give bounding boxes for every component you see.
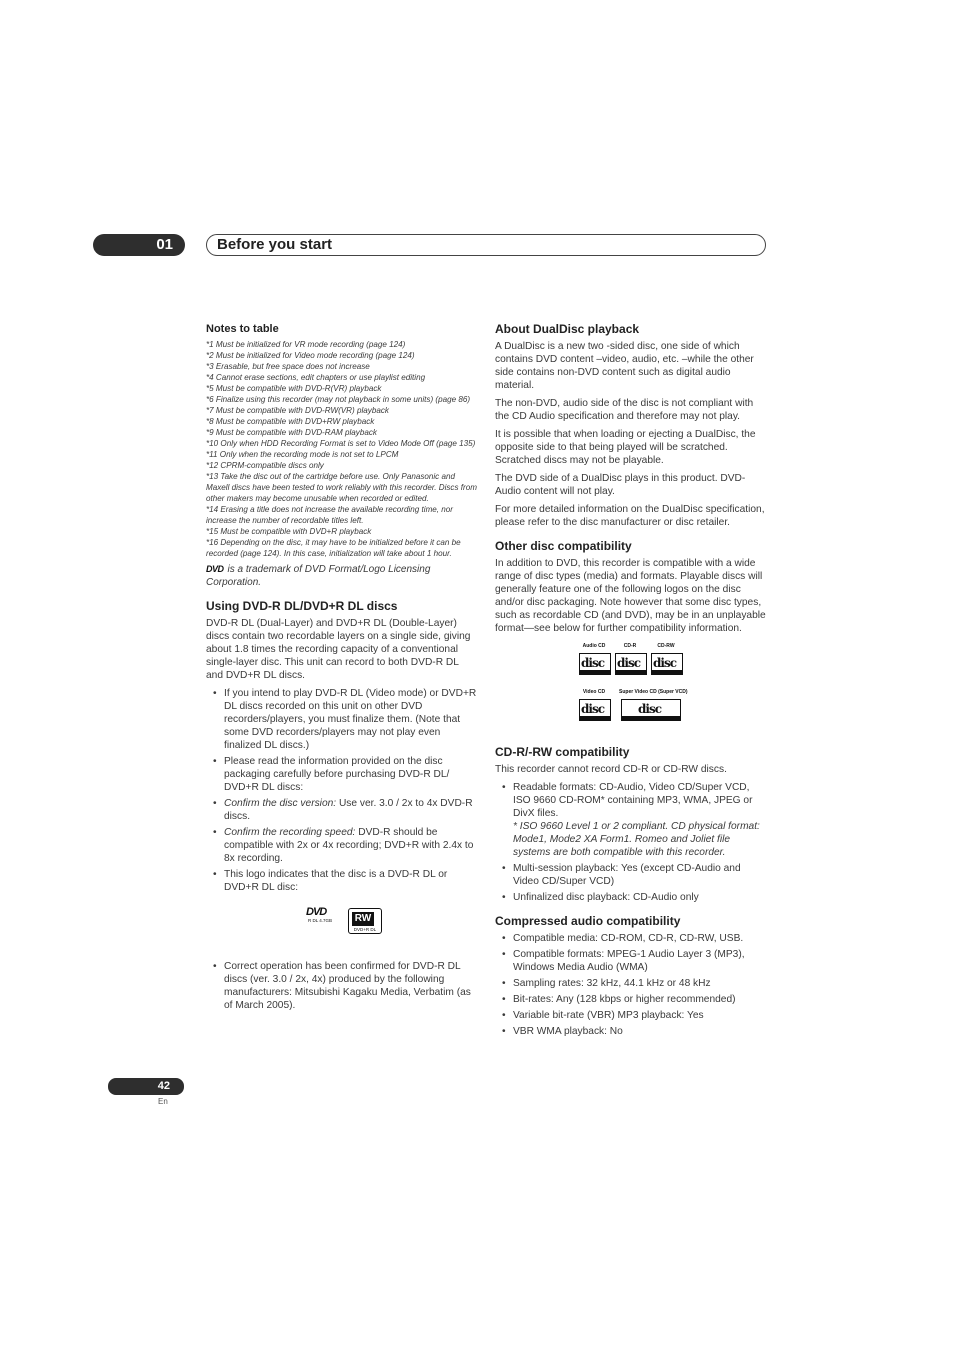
note-item: *1 Must be initialized for VR mode recording (page 124): [206, 340, 406, 349]
dualdisc-p2: The non-DVD, audio side of the disc is not compliant with the CD Audio specification and therefore may not play.: [495, 398, 754, 422]
dl-logos: [206, 906, 478, 946]
dl-intro: DVD-R DL (Dual-Layer) and DVD+R DL (Double-Layer) discs contain two recordable layers on a single side, giving about 1.8 times the recording capacity of a conventional single-layer disc. This unit can record to both DVD-R DL and DVD+R DL discs.: [206, 618, 471, 681]
dvd-logo-icon: DVD: [206, 564, 224, 574]
trademark-text: is a trademark of DVD Format/Logo Licensing Corporation.: [206, 564, 431, 588]
list-item: • Correct operation has been confirmed for DVD-R DL discs (ver. 3.0 / 2x, 4x) produced by the following manufacturers: Mitsubishi Kagaku Media, Verbatim (as of March 2005).: [224, 960, 478, 1012]
item-text: Readable formats: CD-Audio, Video CD/Super VCD, ISO 9660 CD-ROM* containing MP3, WMA, JPEG or DivX files.: [513, 782, 753, 819]
dvd-logo-subtext: R DL 4.7GB: [307, 918, 333, 923]
list-item: • Please read the information provided on the disc packaging carefully before purchasing DVD-R DL/ DVD+R DL discs:: [224, 755, 478, 794]
dualdisc-p5: For more detailed information on the DualDisc specification, please refer to the disc manufacturer or disc retailer.: [495, 504, 765, 528]
audio-cd-logo: [579, 643, 609, 675]
cd-r-logo: [615, 643, 645, 675]
list-item: • Compatible media: CD-ROM, CD-R, CD-RW, USB.: [513, 932, 767, 945]
list-item: • Unfinalized disc playback: CD-Audio only: [513, 891, 767, 904]
compressed-list: [495, 932, 767, 1038]
note-item: *13 Take the disc out of the cartridge before use. Only Panasonic and Maxell discs have been tested to work reliably with this recorder. Discs from other makers may become unusable when recorded or edited.: [206, 472, 477, 503]
note-item: *15 Must be compatible with DVD+R playback: [206, 527, 372, 536]
note-item: *3 Erasable, but free space does not increase: [206, 362, 370, 371]
cd-rw-logo: [651, 643, 681, 675]
rw-logo-icon: [348, 908, 382, 934]
note-item: *8 Must be compatible with DVD+RW playback: [206, 417, 375, 426]
other-p1: In addition to DVD, this recorder is compatible with a wide range of disc types (media) and formats. Playable discs will generally feature one of the following logos on the disc and/or disc packaging. Note however that some disc types, such as recordable CD (and DVD), may be in an unplayable format—see below for further compatibility information.: [495, 558, 766, 634]
dl-list: [206, 687, 478, 894]
note-item: *5 Must be compatible with DVD-R(VR) playback: [206, 384, 382, 393]
left-column: [206, 322, 478, 1016]
chapter-header: [206, 234, 766, 256]
compact-disc-icon: disc: [615, 653, 647, 675]
list-item: • Bit-rates: Any (128 kbps or higher recommended): [513, 993, 767, 1006]
note-item: *2 Must be initialized for Video mode recording (page 124): [206, 351, 415, 360]
disc-label: Super Video CD (Super VCD): [619, 689, 688, 695]
cdr-list: [495, 781, 767, 904]
compact-disc-icon: disc: [579, 653, 611, 675]
notes-list: [206, 339, 478, 559]
list-item: [513, 781, 767, 859]
note-item: *14 Erasing a title does not increase the available recording time, nor increase the number of recordable titles left.: [206, 505, 454, 525]
notes-heading: Notes to table: [206, 323, 279, 335]
note-item: *7 Must be compatible with DVD-RW(VR) playback: [206, 406, 389, 415]
list-item: • This logo indicates that the disc is a DVD-R DL or DVD+R DL disc:: [224, 868, 478, 894]
note-item: *12 CPRM-compatible discs only: [206, 461, 324, 470]
dualdisc-p3: It is possible that when loading or ejecting a DualDisc, the opposite side to that being played will be scratched. Scratched discs may not be playable.: [495, 429, 756, 466]
dualdisc-heading: About DualDisc playback: [495, 322, 640, 336]
cdr-p1: This recorder cannot record CD-R or CD-RW discs.: [495, 764, 727, 775]
page-number: 42: [108, 1078, 184, 1095]
right-column: [495, 322, 767, 1042]
note-item: *10 Only when HDD Recording Format is set to Video Mode Off (page 135): [206, 439, 476, 448]
compressed-heading: Compressed audio compatibility: [495, 914, 681, 928]
rw-logo-text: RW: [352, 912, 374, 926]
disc-label: CD-R: [623, 643, 637, 649]
compact-disc-icon: disc: [651, 653, 683, 675]
list-item: • Variable bit-rate (VBR) MP3 playback: Yes: [513, 1009, 767, 1022]
dl-heading: Using DVD-R DL/DVD+R DL discs: [206, 599, 398, 613]
list-item: • VBR WMA playback: No: [513, 1025, 767, 1038]
rw-logo-subtext: DVD+R DL: [353, 927, 377, 932]
list-item: • Compatible formats: MPEG-1 Audio Layer 3 (MP3), Windows Media Audio (WMA): [513, 948, 767, 974]
disc-label: Video CD: [582, 689, 606, 695]
list-item: • If you intend to play DVD-R DL (Video mode) or DVD+R DL discs recorded on this unit on other DVD recorders/players, you must finalize them. (Note that some DVD recorders/players may not play even finalized DL discs.): [224, 687, 478, 752]
trademark-note: [206, 563, 478, 589]
item-text: DVD-R should be compatible with 2x or 4x recording; DVD+R with 2.4x to 8x recording.: [224, 827, 474, 864]
cdr-heading: CD-R/-RW compatibility: [495, 745, 630, 759]
em-text: Confirm the recording speed:: [224, 827, 356, 838]
list-item: [224, 826, 478, 865]
compact-disc-icon: disc: [579, 699, 611, 721]
dualdisc-p1: A DualDisc is a new two -sided disc, one side of which contains DVD content –video, audio, etc. –while the other side contains non-DVD content such as digital audio material.: [495, 341, 754, 391]
item-text: Use ver. 3.0 / 2x to 4x DVD-R discs.: [224, 798, 473, 822]
disc-logo-grid: [495, 643, 767, 735]
page-language: En: [158, 1097, 168, 1106]
note-item: *9 Must be compatible with DVD-RAM playback: [206, 428, 377, 437]
list-item: • Sampling rates: 32 kHz, 44.1 kHz or 48 kHz: [513, 977, 767, 990]
list-item: • Multi-session playback: Yes (except CD-Audio and Video CD/Super VCD): [513, 862, 767, 888]
em-text: Confirm the disc version:: [224, 798, 337, 809]
item-note: * ISO 9660 Level 1 or 2 compliant. CD physical format: Mode1, Mode2 XA Form1. Romeo and Joliet file systems are both compatible with this recorder.: [513, 821, 760, 858]
video-cd-logo: [579, 689, 609, 721]
compact-disc-icon: disc: [621, 699, 681, 721]
dualdisc-p4: The DVD side of a DualDisc plays in this product. DVD-Audio content will not play.: [495, 473, 746, 497]
note-item: *16 Depending on the disc, it may have to be initialized before it can be recorded (page 124). In this case, initialization will take about 1 hour.: [206, 538, 461, 558]
super-vcd-logo: [619, 689, 688, 721]
note-item: *4 Cannot erase sections, edit chapters or use playlist editing: [206, 373, 426, 382]
dvd-r-dl-logo-icon: [306, 906, 334, 936]
dl-list-2: [206, 960, 478, 1012]
note-item: *6 Finalize using this recorder (may not playback in some units) (page 86): [206, 395, 471, 404]
disc-label: Audio CD: [582, 643, 606, 649]
note-item: *11 Only when the recording mode is not set to LPCM: [206, 450, 399, 459]
other-heading: Other disc compatibility: [495, 539, 632, 553]
disc-label: CD-RW: [657, 643, 675, 649]
chapter-title: Before you start: [217, 236, 333, 253]
list-item: [224, 797, 478, 823]
chapter-number: 01: [93, 234, 185, 256]
dvd-logo-text: DVD: [306, 906, 327, 918]
